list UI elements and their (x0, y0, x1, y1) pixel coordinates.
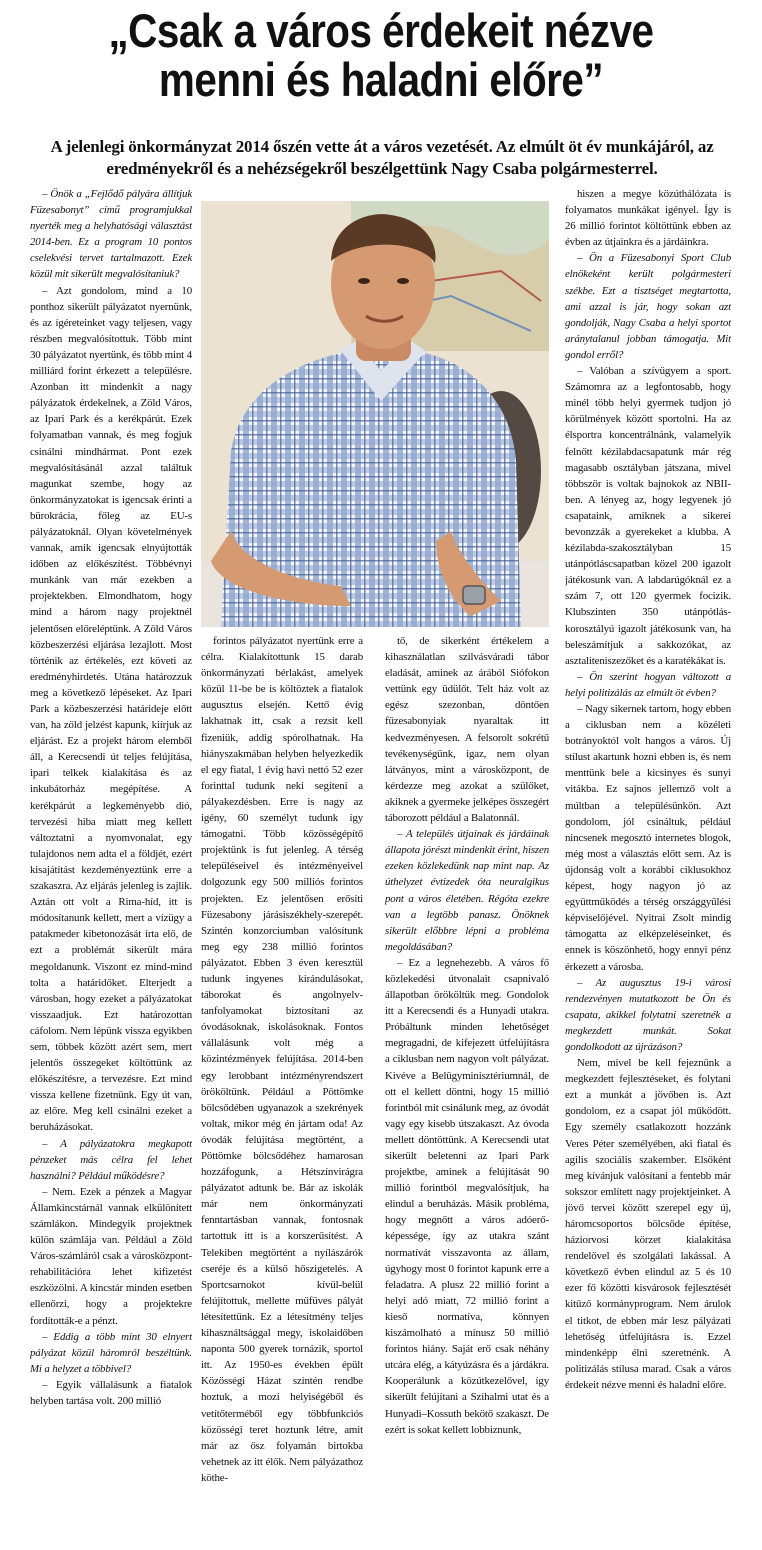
headline-line-1: „Csak a város érdekeit nézve (108, 4, 654, 57)
interview-answer: – Egyik vállalásunk a fiatalok helyben tartása volt. 200 millió (30, 1378, 192, 1408)
interview-question: – Önök a „Fejlődő pályára állítjuk Füzesabonyt” című programjukkal nyerték meg a helyhatósági választást 2014-ben. Ez a program 10 pontos cselekvési tervet tartalmazott. Ezek közül mit sikerült megvalósítaniuk? (30, 188, 192, 281)
interview-answer: – Ez a legnehezebb. A város fő közlekedési útvonalait csapnivaló állapotban örököltük meg. Gondolok itt a Kerecsendi és a Hunyadi utakra. Próbáltunk minden lehetőséget megragadni, de kifejezett útfelújításra a ciklusban nem nagyon volt pályázat. Kivéve a Belügyminisztériumnál, de ott el kellett döntni, hogy 15 millió forintból mit csinálunk meg, az óvodát vagy egy kisebb útszakaszt. Az óvoda mellett döntöttünk. A Kerecsendi utat sikerült beletenni az Ipari Park projektbe, aminek a felújítását 90 millió forintból megvalósítjuk, ha elindul a beruházás. Másik probléma, hogy megnőtt a város adóerő-képessége, így az utakra szánt normatívát visszavonta az állam, úgyhogy most 0 forintot kapunk erre a feladatra. A plusz 22 millió forint a helyi adó miatt, 72 millió forint a kieső normatíva, könnyen kiszámolható a mínusz 50 millió forintos hiány. Saját erő csak néhány utcára elég, a kátyúzásra és a járdákra. Kooperálunk a közútkezelővel, így sikerült felújítani a Szihalmi utat és a Hunyadi–Kossuth bekötő szakaszt. De ezért is sokat kellett lobbiznunk, (385, 956, 549, 1436)
article-column-3 (385, 633, 549, 1546)
interview-answer: Nem, mivel be kell fejeznünk a megkezdett fejlesztéseket, és folytani ezt a munkát a jövőben is. Azt gondolom, ez a csapat jól működött. Egy személy csatlakozott hozzánk Veres Péter személyében, aki fiatal és agilis szociális szakember. Elsőként meg kívánjuk valósítani a fentebb már sokszor említett nagy projektjeinket. A jövő tervei között szerepel egy új, háromcsoportos bölcsőde építése, háziorvosi körzet kialakítása rendelővel és szolgálati lakással. A következő évben elindul az 5 és 10 ezer fő közötti kisvárosok fejlesztését kitűző kormányprogram. Nem árulok el titkot, de ebben már lesz pályázati lehetőség útfelújításra is. Ezzel mindenképp élni szeretnénk. A politizálás stílusa marad. Csak a város érdekeit nézve menni és haladni előre. (565, 1057, 731, 1391)
interview-question: – A pályázatokra megkapott pénzeket más célra fel lehet használni? Például működésre? (30, 1137, 192, 1182)
interview-question: – Ön szerint hogyan változott a helyi politizálás az elmúlt öt évben? (565, 670, 731, 699)
interview-answer: – Nagy sikernek tartom, hogy ebben a ciklusban nem a közéleti botrányoktól volt hangos a város. Új stílust akartunk hozni ebben is, és nem menttünk bele a kicsinyes és sunyi vitákba. Ez sajnos jellemző volt a múltban a településünkön. Azt gondolom, jól csináltuk, például nincsenek megosztó internetes blogok, még most a választás előtt sem. Az is újdonság volt a korábbi ciklusokhoz képest, hogy nagyon jó az együttműködés a térség országgyűlési képviselőjével. Nyitrai Zsolt mindig támogatta az elképzeléseinket, és ennek is köszönhető, hogy ennyi pénz érkezett a városba. (565, 703, 731, 973)
interview-answer: – Nem. Ezek a pénzek a Magyar Államkincstárnál vannak elkülönített számlákon. Mindegyik projektnek külön számlája van. Például a Zöld Város-számláról csak a városközpont-rehabilitációra lehet kifizetést eszközölni. A kincstár minden esetben ellenőrzi, hogy a projektekre fordították-e a pénzt. (30, 1185, 192, 1327)
interview-question: – A település útjainak és járdáinak állapota jórészt mindenkit érint, hiszen ezeken közlekedünk nap mint nap. Az úthelyzet évtizedek óta neuralgikus pont a város életében. Régóta ezekre van a legtöbb panasz. Önöknek sikerült előbbre lépni a probléma megoldásában? (385, 828, 549, 953)
portrait-photo (201, 201, 549, 627)
interview-answer: hiszen a megye közúthálózata is folyamatos munkákat igényel. Így is 26 millió forintot költöttünk ebben az évben az útjainkra és a járdáinkra. (565, 188, 731, 249)
article-column-1 (30, 186, 192, 1546)
interview-question: – Ön a Füzesabonyi Sport Club elnökeként került polgármesteri székbe. Ezt a tisztséget megtartotta, ami azzal is jár, hogy sokan azt gondolják, Nagy Csaba a helyi sportot aránytalanul jobban támogatja. Mit gondol erről? (565, 252, 731, 361)
article-column-2 (201, 633, 363, 1546)
interview-answer: forintos pályázatot nyertünk erre a célra. Kialakítottunk 15 darab önkormányzati bérlakást, amelyek közül 11-be be is költöztek a fiatalok augusztus elsején. Kettő évig lakhatnak itt, csak a rezsit kell fizeniük, addig spórolhatnak. Ha hiányszakmában helyben helyezkedik el egy fiatal, 1 évig havi nettó 52 ezer forinttal tudunk neki segíteni a pályakezdésben. Erre is nagy az igény, 60 személyt tudunk így támogatni. Több közösségépítő projektünk is fut jelenleg. A térség településeivel és intézményeivel dolgozunk egy 500 milliós forintos projekten. Ez jelentősen erősíti Füzesabony járásiszékhely-szerepét. Szintén konzorciumban valósítunk meg egy 238 millió forintos pályázatot. Ebben 3 éven keresztül tudunk ingyenes kirándulásokat, táborokat és angolnyelv-tanfolyamokat biztosítani az óvodásoknak, iskolásoknak. Fontos vállalásunk volt még a közintézmények felújítása. 2014-ben egy lerobbant intézményrendszert örököltünk. Például a Pöttömke bölcsődében ugyanazok a szekrények voltak, mikor még én jártam oda! Az óvodák felújítása megtörtént, a Pöttömke bölcsődéhez hamarosan hozzáfogunk, a Hétszínvirágra pályázatot adtunk be. Bár az iskolák már nem önkormányzati fenntartásban vannak, fontosnak tartottuk itt is a korszerűsítést. A Telekiben megtörtént a nyílászárók cseréje és a külső hőszigetelés. A Sportcsarnokot kívül-belül felújítottuk, mellette műfüves pályát létesítettünk. Ez a létesítmény teljes kihasználtsággal megy, iskolaidőben naponta 500 gyerek tornázik, sportol itt. Az 1950-es években épült Közösségi Házat szintén rendbe hoztuk, a mozi helyiségéből és vetítőterméből egy többfunkciós közösségi teret hoztunk létre, amit már az ősz folyamán birtokba vehetnek az itt élők. Nem pályázathoz köthe- (201, 635, 363, 1484)
interview-answer: – Azt gondolom, mind a 10 ponthoz sikerült pályázatot nyernünk, és az ígéreteinket vagy teljesen, vagy részben megvalósítottuk. Több mint 30 pályázatot nyertünk, és több mint 4 milliárd forint érkezett a településre. Azonban itt mindenkit a nagy pályázatok érdekelnek, a Zöld Város, az Ipari Park és a kerékpárút. Ezek folyamatban vannak, és meg fogjuk csinálni mindhármat. Pont ezek megvalósításánál azzal találtuk magunkat szembe, hogy az önkormányzatokat is igencsak érinti a bürokrácia, főleg az EU-s pályázatoknál. Olyan követelmények vannak, amik igencsak elnyújtották időben az előkészítést. Többévnyi munkánk van már ezekben a projektekben. Elmondhatom, hogy mind a három nagy projektnél jelentősen előreléptünk. A Zöld Város közbeszerzési eljárása lezajlott. Most történik az értékelés, ezt követi az eredményhirdetés. Utána határozzuk meg a következő lépéseket. Az Ipari Park a közbeszerzési határideje előtt van, ha zöld jelzést kapunk, kiírjuk az eljárást. Ez a projekt három elemből áll, a Kerecsendi út teljes felújítása, ipari telkek kialakítása és az inkubátorház megépítése. A kerékpárút a legkeményebb dió, tervezési hiba miatt meg kellett változtatni a nyomvonalat, egy tulajdonos nem adta el a földjét, ezért kisajátítást kezdeményeztünk erre a szakaszra. Az eljárás jelenleg is zajlik. Aztán ott volt a Rima-híd, itt is módosítanunk kellett, mert a vízügy a patakmeder kibetonozását írta elő, de ezt a problémát sikerült mára megoldanunk. Viszont ez mind-mind tolta a határidőket. Elterjedt a városban, hogy ezeket a pályázatokat visszaadjuk. Ezt határozottan cáfolom. Nem lépünk vissza egyikben sem, többek között azért sem, mert jelentős összegeket költöttünk az előkészítésre, a tervezésre. Ezt mind vissza kellene fizetnünk. Egy út van, az előre. Meg kell csinálni ezeket a beruházásokat. (30, 284, 192, 1134)
article-column-4 (565, 186, 731, 1546)
interview-answer: tő, de sikerként értékelem a kihasználatlan szilvásváradi tábor eladását, aminek az árából Siófokon vettünk egy üdülőt. Telt ház volt az egész szezonban, döntően füzesabonyiak nyaraltak itt kedvezményesen. A felsorolt sokrétű tevékenységünk, igaz, nem olyan látványos, mint a városközpont, de kérdezze meg azokat a szülőket, akiknek a gyermeke jelképes összegért táborozott például a Balatonnál. (385, 635, 549, 825)
portrait-photo-illustration (201, 201, 549, 627)
interview-question: – Az augusztus 19-i városi rendezvényen mutatkozott be Ön és csapata, akikkel folytatni szeretnék a megkezdett munkát. Sokat gondolkodott az újrázáson? (565, 976, 731, 1053)
wristwatch (463, 586, 485, 604)
interview-answer: – Valóban a szívügyem a sport. Számomra az a legfontosabb, hogy minél több helyi gyermek tudjon jó körülmények között sportolni. Ha az élsportra koncentrálnánk, valamelyik felnőtt kézilabdacsapatunk már rég magasabb osztályban játszana, mivel többször is voltak bajnokok az NBII-ben. A lényeg az, hogy legyenek jó csapataink, amiknek a sikerei bevonzzák a gyerekeket a klubba. A kézilabda-szakosztályban 15 utánpótláscsapatban közel 200 igazolt játékosunk van. A labdarúgóknál ez a szám 7, ott 120 gyermek focizik. Klubszinten 350 utánpótlás-korosztályú igazolt játékosunk van, ha beleszámítjuk a sakkozókat, az asztaliteniszezőket és a karatékákat is. (565, 365, 731, 667)
lead-paragraph: A jelenlegi önkormányzat 2014 őszén vette át a város vezetését. Az elmúlt öt év munkájáról, az eredményekről és a nehézségekről beszélgettünk Nagy Csaba polgármesterrel. (50, 137, 714, 178)
headline-line-2: menni és haladni előre” (158, 53, 604, 106)
interview-question: – Eddig a több mint 30 elnyert pályázat közül háromról beszéltünk. Mi a helyzet a többivel? (30, 1330, 192, 1375)
headline (53, 6, 708, 104)
